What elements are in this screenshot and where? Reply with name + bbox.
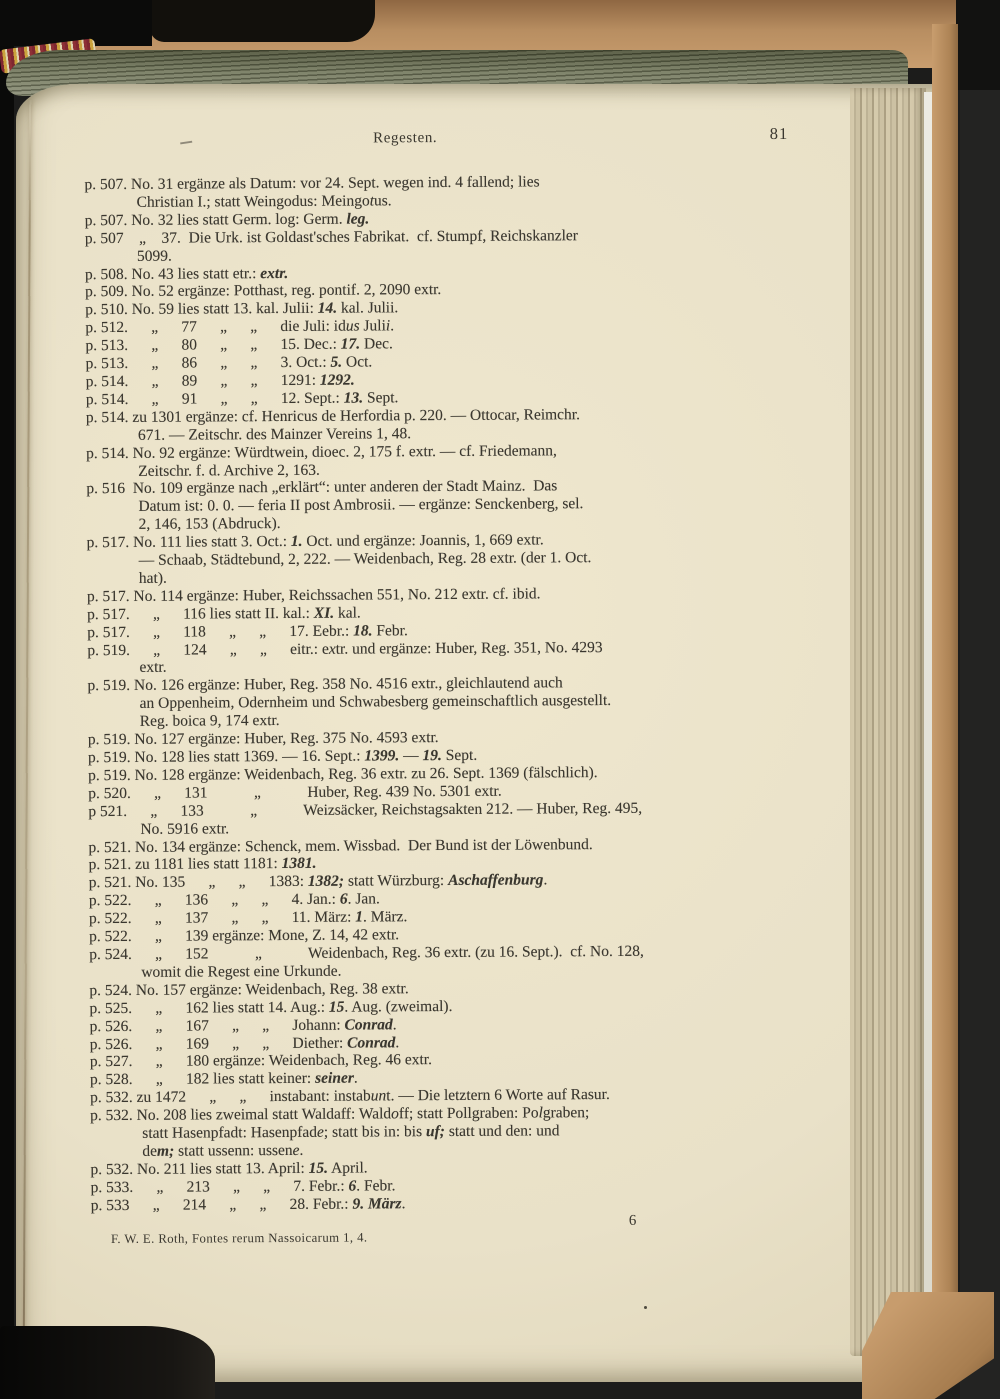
text-line: — Schaab, Städtebund, 2, 222. — Weidenbach, Reg. 28 extr. (der 1. Oct.: [138, 549, 592, 569]
fore-edge-highlight: [924, 92, 932, 1336]
text-line: p. 532. No. 208 lies zweimal statt Waldaff: Waldoff; statt Pollgraben: Polgraben;: [90, 1104, 590, 1125]
text-line: p. 517. No. 114 ergänze: Huber, Reichssachen 551, No. 212 extr. cf. ibid.: [86, 585, 541, 606]
text-line: p. 519. No. 127 ergänze: Huber, Reg. 375 No. 4593 extr.: [87, 729, 439, 749]
text-line: 671. — Zeitschr. des Mainzer Vereins 1, 48.: [137, 424, 412, 444]
text-line: p. 521. zu 1181 lies statt 1181: 1381.: [88, 855, 317, 874]
text-line: p. 513. „ 80 „ „ 15. Dec.: 17. Dec.: [85, 335, 393, 355]
text-line: p. 507. No. 31 ergänze als Datum: vor 24. Sept. wegen ind. 4 fallend; lies: [84, 173, 540, 194]
text-line: Zeitschr. f. d. Archive 2, 163.: [138, 461, 320, 480]
text-line: p. 519. No. 128 ergänze: Weidenbach, Reg. 36 extr. zu 26. Sept. 1369 (fälschlich).: [88, 763, 598, 785]
text-line: p. 521. No. 134 ergänze: Schenck, mem. Wissbad. Der Bund ist der Löwenbund.: [88, 835, 593, 856]
binding-shadow: [150, 0, 375, 42]
book-cover-right-edge: [932, 24, 958, 1360]
text-line: 5099.: [136, 247, 172, 265]
text-line: p. 521. No. 135 „ „ 1383: 1382; statt Würzburg: Aschaffenburg.: [88, 871, 548, 892]
text-line: extr.: [139, 659, 167, 677]
text-line: p. 516 No. 109 ergänze nach „erklärt“: unter anderen der Stadt Mainz. Das: [86, 477, 558, 498]
text-line: Reg. boica 9, 174 extr.: [139, 712, 280, 731]
text-line: Datum ist: 0. 0. — feria II post Ambrosii. — ergänze: Senckenberg, sel.: [138, 495, 584, 516]
page-header: [84, 123, 798, 176]
text-line: womit die Regest eine Urkunde.: [141, 962, 342, 981]
text-line: p. 520. „ 131 „ Huber, Reg. 439 No. 5301 extr.: [88, 782, 502, 802]
text-line: Christian I.; statt Weingodus: Meingotus.: [136, 192, 392, 211]
text-line: No. 5916 extr.: [140, 819, 230, 838]
text-line: p. 527. „ 180 ergänze: Weidenbach, Reg. 46 extr.: [89, 1051, 432, 1071]
sheet-signature-mark: 6: [628, 1212, 637, 1229]
text-line: p. 519. No. 126 ergänze: Huber, Reg. 358 No. 4516 extr., gleichlautend auch: [87, 674, 563, 695]
text-line: p. 519. „ 124 „ „ eitr.: extr. und ergänze: Huber, Reg. 351, No. 4293: [87, 638, 603, 659]
text-line: an Oppenheim, Odernheim und Schwabesberg gemeinschaftlich ausgestellt.: [139, 692, 612, 713]
page-content: [84, 123, 806, 1394]
text-line: p. 514. „ 89 „ „ 1291: 1292.: [85, 371, 355, 391]
text-line: p. 532. No. 211 lies statt 13. April: 15. April.: [90, 1159, 368, 1179]
text-line: p. 519. No. 128 lies statt 1369. — 16. Sept.: 1399. — 19. Sept.: [87, 746, 478, 767]
text-line: p. 526. „ 167 „ „ Johann: Conrad.: [89, 1015, 397, 1035]
text-line: p. 507. No. 32 lies statt Germ. log: Germ. leg.: [84, 210, 370, 230]
running-title: Regesten.: [373, 130, 438, 147]
text-line: p. 533. „ 213 „ „ 7. Febr.: 6. Febr.: [90, 1177, 396, 1196]
text-line: p. 533 „ 214 „ „ 28. Febr.: 9. März.: [90, 1194, 406, 1214]
fore-edge-pages: [850, 88, 926, 1356]
text-line: p. 532. zu 1472 „ „ instabant: instabunt. — Die letztern 6 Worte auf Rasur.: [89, 1086, 610, 1107]
text-lines: [84, 172, 804, 1215]
text-line: p. 514. „ 91 „ „ 12. Sept.: 13. Sept.: [85, 389, 399, 409]
binding-shadow: [956, 0, 1000, 90]
text-line: p. 525. „ 162 lies statt 14. Aug.: 15. Aug. (zweimal).: [89, 997, 453, 1017]
text-line: p. 517. „ 118 „ „ 17. Eebr.: 18. Febr.: [87, 621, 408, 641]
text-line: p. 514. No. 92 ergänze: Würdtwein, dioec. 2, 175 f. extr. — cf. Friedemann,: [86, 441, 557, 462]
text-line: p. 517. „ 116 lies statt II. kal.: XI. kal.: [87, 604, 361, 623]
text-line: p. 526. „ 169 „ „ Diether: Conrad.: [89, 1033, 400, 1053]
text-line: p. 514. zu 1301 ergänze: cf. Henricus de Herfordia p. 220. — Ottocar, Reimchr.: [85, 405, 581, 426]
text-line: 2, 146, 153 (Abdruck).: [138, 515, 281, 534]
binding-shadow: [0, 0, 152, 46]
text-line: p 521. „ 133 „ Weizsäcker, Reichstagsakten 212. — Huber, Reg. 495,: [88, 799, 643, 820]
text-line: p. 508. No. 43 lies statt etr.: extr.: [84, 264, 289, 283]
footer-signature-line: F. W. E. Roth, Fontes rerum Nassoicarum 1, 4.: [110, 1230, 368, 1247]
text-line: p. 517. No. 111 lies statt 3. Oct.: 1. Oct. und ergänze: Joannis, 1, 669 extr.: [86, 531, 544, 552]
text-line: p. 507 „ 37. Die Urk. ist Goldast'sches Fabrikat. cf. Stumpf, Reichskanzler: [84, 226, 578, 247]
text-line: p. 522. „ 137 „ „ 11. März: 1. März.: [88, 908, 408, 928]
page-number: 81: [769, 123, 789, 144]
text-line: p. 524. „ 152 „ Weidenbach, Reg. 36 extr. (zu 16. Sept.). cf. No. 128,: [89, 942, 644, 964]
text-line: p. 528. „ 182 lies statt keiner: seiner.: [89, 1069, 358, 1089]
text-line: statt Hasenpfadt: Hasenpfade; statt bis in: bis uf; statt und den: und: [142, 1122, 560, 1142]
text-line: p. 509. No. 52 ergänze: Potthast, reg. pontif. 2, 2090 extr.: [85, 281, 442, 301]
text-line: hat).: [138, 569, 167, 587]
text-line: p. 522. „ 139 ergänze: Mone, Z. 14, 42 extr.: [89, 926, 400, 946]
text-line: p. 524. No. 157 ergänze: Weidenbach, Reg. 38 extr.: [89, 980, 409, 999]
text-line: p. 510. No. 59 lies statt 13. kal. Julii: 14. kal. Julii.: [85, 299, 399, 319]
text-line: dem; statt ussenn: ussene.: [142, 1141, 304, 1160]
text-line: p. 513. „ 86 „ „ 3. Oct.: 5. Oct.: [85, 353, 373, 373]
text-line: p. 522. „ 136 „ „ 4. Jan.: 6. Jan.: [88, 890, 380, 910]
text-line: p. 512. „ 77 „ „ die Juli: idus Julii.: [85, 317, 395, 337]
